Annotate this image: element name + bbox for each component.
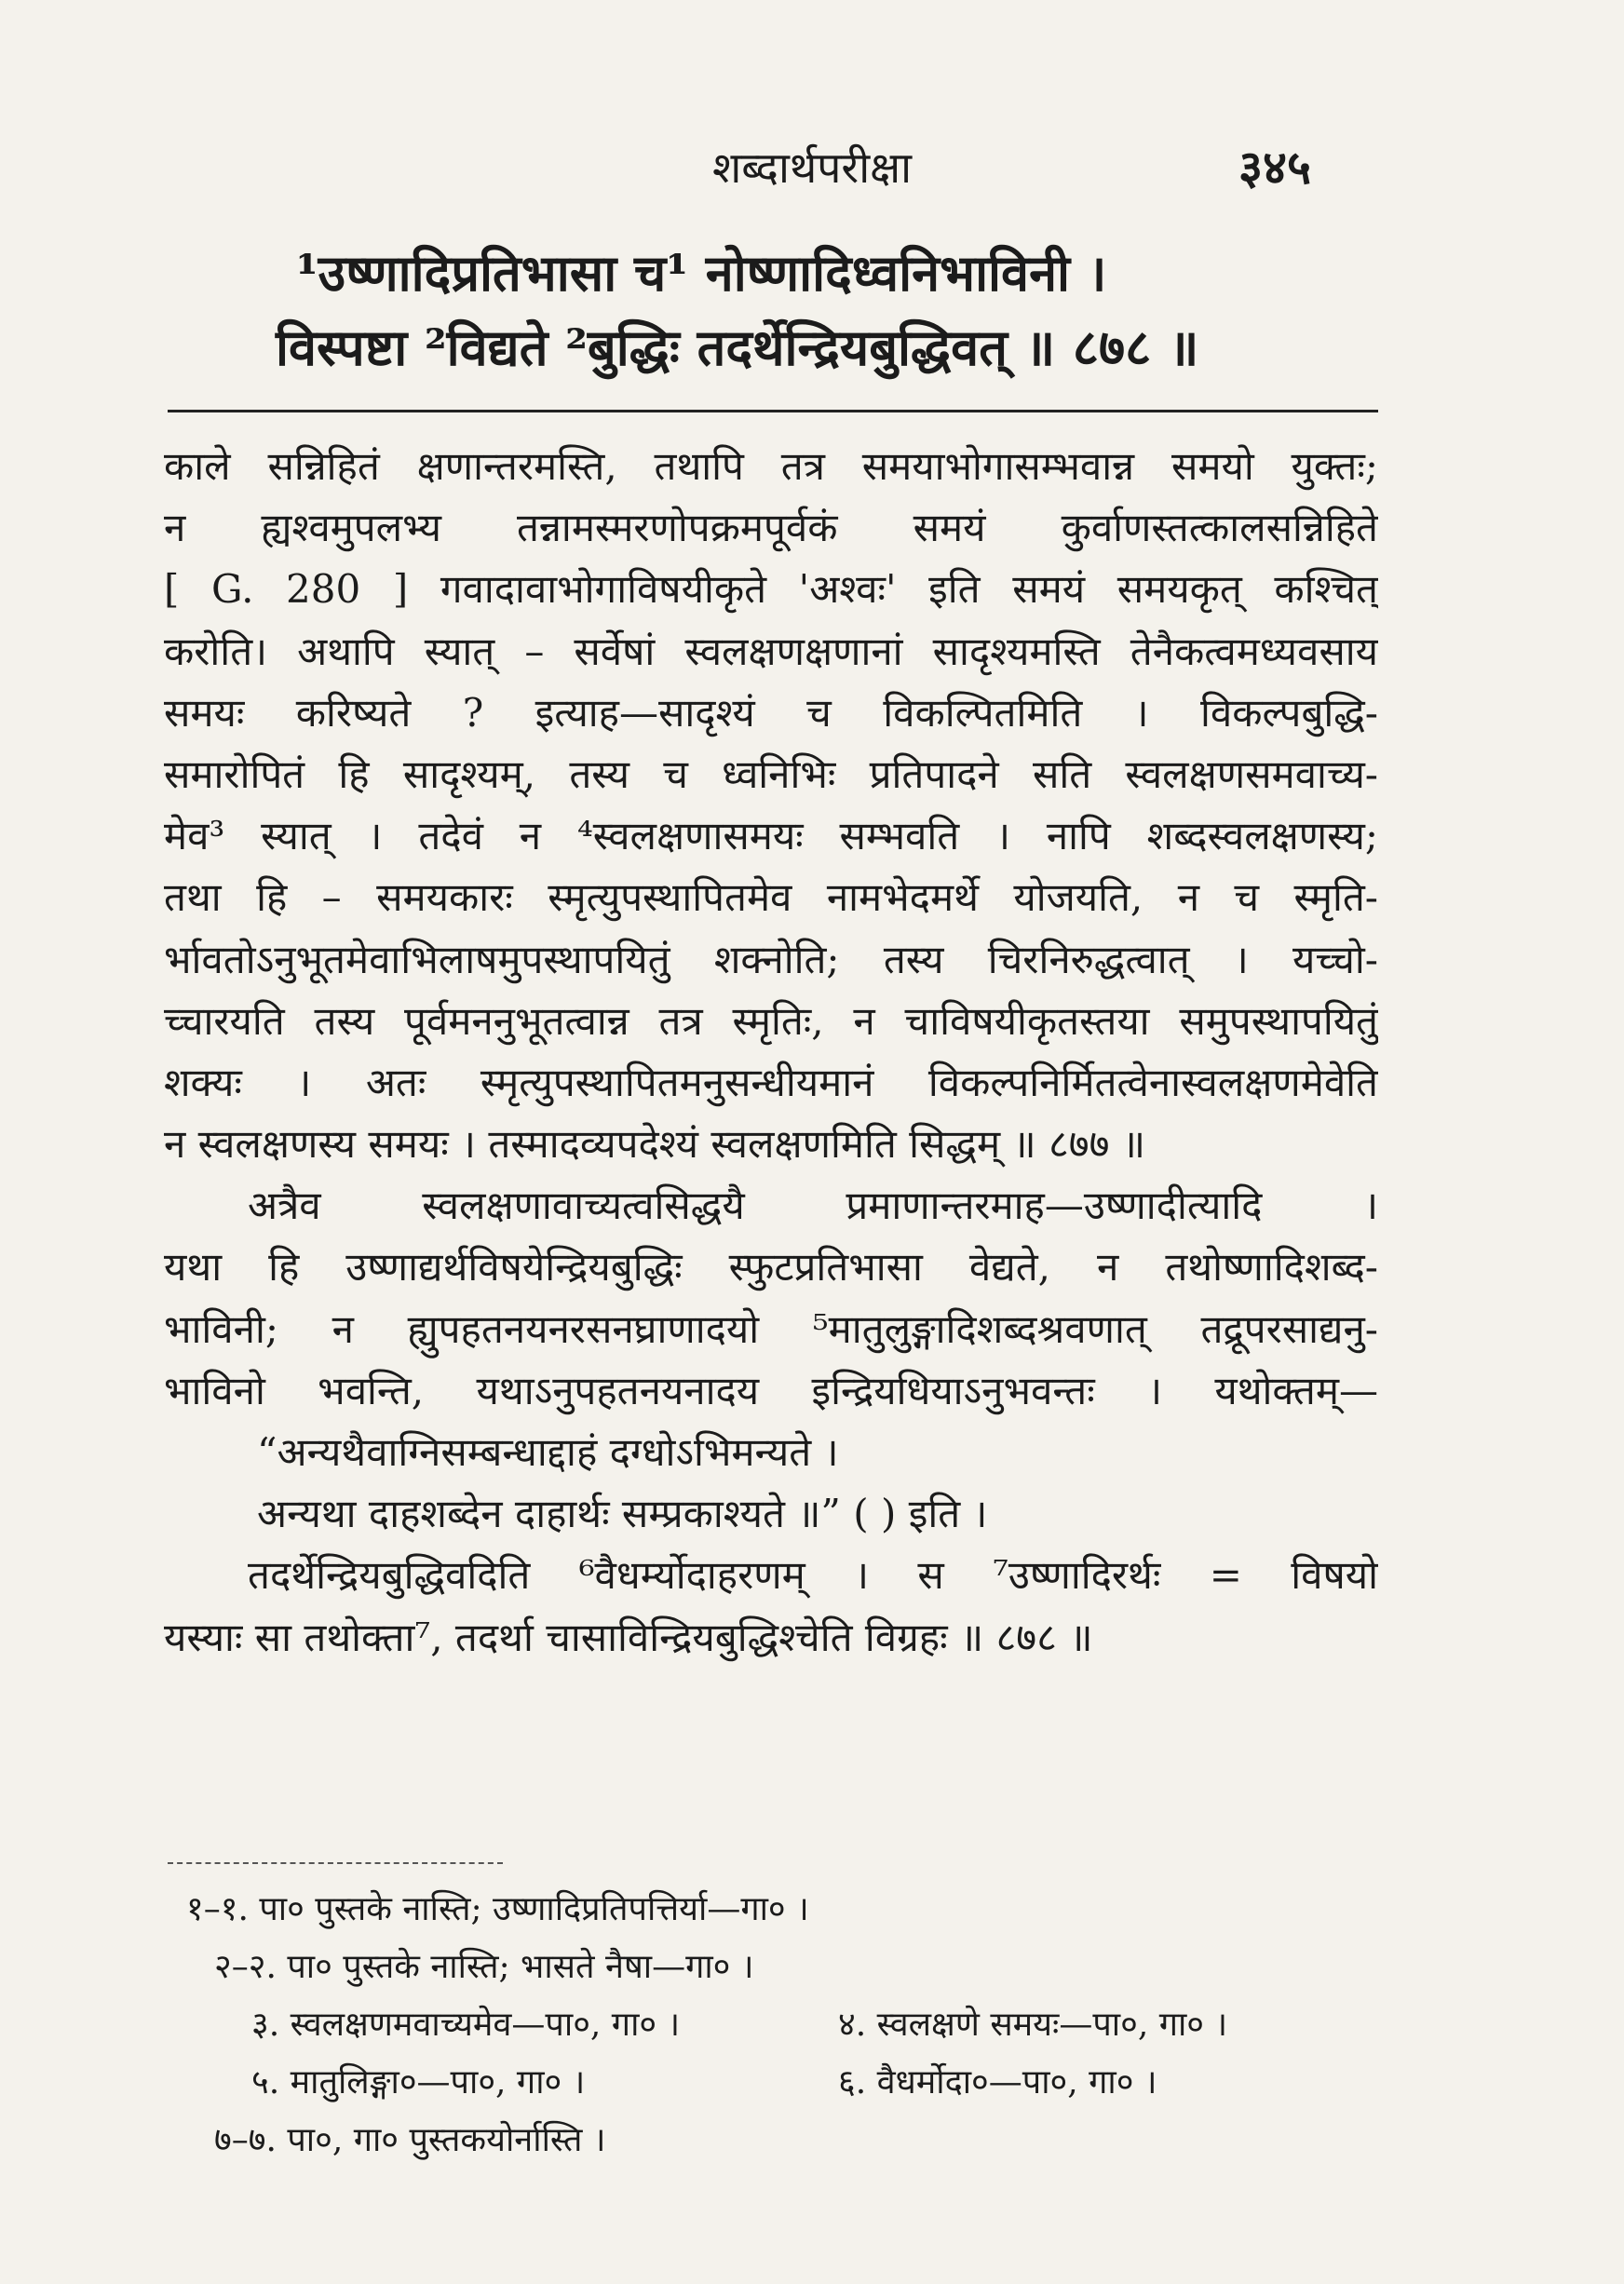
footnote-row xyxy=(186,1881,1360,1939)
body-line: भाविनो भवन्ति, यथाऽनुपहतनयनादय इन्द्रियधियाऽनुभवन्तः । यथोक्तम्— xyxy=(164,1367,1378,1413)
verse-separator-rule xyxy=(168,410,1378,412)
body-line: शक्यः । अतः स्मृत्युपस्थापितमनुसन्धीयमानं विकल्पनिर्मितत्वेनास्वलक्षणमेवेति xyxy=(164,1059,1378,1105)
body-line: [ G. 280 ] गवादावाभोगाविषयीकृते 'अश्वः' इति समयं समयकृत् कश्चित् xyxy=(164,566,1378,613)
body-line: च्चारयति तस्य पूर्वमननुभूतत्वान्न तत्र स्मृतिः, न चाविषयीकृतस्तया समुपस्थापयितुं xyxy=(164,997,1378,1044)
footnote-5: ५. मातुलिङ्गा०—पा०, गा० । xyxy=(251,2063,586,2102)
body-line: यथा हि उष्णाद्यर्थविषयेन्द्रियबुद्धिः स्फुटप्रतिभासा वेद्यते, न तथोष्णादिशब्द- xyxy=(164,1244,1378,1291)
page-number: ३४५ xyxy=(1238,140,1311,195)
body-line: समारोपितं हि सादृश्यम्, तस्य च ध्वनिभिः प्रतिपादने सति स्वलक्षणसमवाच्य- xyxy=(164,750,1378,797)
quote-line: अन्यथा दाहशब्देन दाहार्थः सम्प्रकाश्यते ॥” ( ) इति । xyxy=(257,1491,988,1537)
verse-line-2: विस्पष्टा ²विद्यते ²बुद्धिः तदर्थेन्द्रियबुद्धिवत् ॥ ८७८ ॥ xyxy=(276,318,1199,377)
footnote-1: १–१. पा० पुस्तके नास्ति; उष्णादिप्रतिपत्तिर्या—गा० । xyxy=(186,1890,809,1928)
running-header-title: शब्दार्थपरीक्षा xyxy=(711,142,913,193)
body-line: भाविनी; न ह्युपहतनयनरसनघ्राणादयो ⁵मातुलुङ्गादिशब्दश्रवणात् तद्रूपरसाद्यनु- xyxy=(164,1305,1378,1352)
footnote-row xyxy=(186,1996,1360,2054)
footnote-2: २–२. पा० पुस्तके नास्ति; भासते नैषा—गा० । xyxy=(214,1948,754,1986)
body-line: तदर्थेन्द्रियबुद्धिवदिति ⁶वैधर्म्योदाहरणम् । स ⁷उष्णादिरर्थः = विषयो xyxy=(248,1552,1378,1599)
commentary-body xyxy=(164,436,1378,1669)
body-line: मेव³ स्यात् । तदेवं न ⁴स्वलक्षणासमयः सम्भवति । नापि शब्दस्वलक्षणस्य; xyxy=(164,813,1378,859)
footnote-row xyxy=(186,1939,1360,1996)
body-line: करोति। अथापि स्यात् – सर्वेषां स्वलक्षणक्षणानां सादृश्यमस्ति तेनैकत्वमध्यवसाय xyxy=(164,628,1378,674)
footnote-7: ७–७. पा०, गा० पुस्तकयोर्नास्ति । xyxy=(214,2121,606,2159)
quote-line: “अन्यथैवाग्निसम्बन्धाद्दाहं दग्धोऽभिमन्यते । xyxy=(257,1429,839,1475)
footnote-3: ३. स्वलक्षणमवाच्यमेव—पा०, गा० । xyxy=(251,2006,681,2044)
body-line: काले सन्निहितं क्षणान्तरमस्ति, तथापि तत्र समयाभोगासम्भवान्न समयो युक्तः; xyxy=(164,443,1378,489)
body-line: यस्याः सा तथोक्ता⁷, तदर्था चासाविन्द्रियबुद्धिश्चेति विग्रहः ॥ ८७८ ॥ xyxy=(164,1614,1093,1660)
footnote-6: ६. वैधर्मोदा०—पा०, गा० । xyxy=(838,2063,1157,2102)
body-line: न ह्यश्वमुपलभ्य तन्नामस्मरणोपक्रमपूर्वकं समयं कुर्वाणस्तत्कालसन्निहिते xyxy=(164,505,1378,551)
body-line: अत्रैव स्वलक्षणावाच्यत्वसिद्धयै प्रमाणान्तरमाह—उष्णादीत्यादि । xyxy=(248,1183,1378,1229)
body-line: तथा हि – समयकारः स्मृत्युपस्थापितमेव नामभेदमर्थे योजयति, न च स्मृति- xyxy=(164,874,1378,921)
body-line: न स्वलक्षणस्य समयः । तस्मादव्यपदेश्यं स्वलक्षणमिति सिद्धम् ॥ ८७७ ॥ xyxy=(164,1121,1145,1168)
body-line: र्भावतोऽनुभूतमेवाभिलाषमुपस्थापयितुं शक्नोति; तस्य चिरनिरुद्धत्वात् । यच्चो- xyxy=(164,936,1378,982)
footnote-row xyxy=(186,2054,1360,2112)
footnote-row xyxy=(186,2112,1360,2169)
body-line: समयः करिष्यते ? इत्याह—सादृश्यं च विकल्पितमिति । विकल्पबुद्धि- xyxy=(164,689,1378,736)
footnotes xyxy=(186,1881,1360,2169)
footnote-4: ४. स्वलक्षणे समयः—पा०, गा० । xyxy=(838,2006,1228,2044)
verse-line-1: ¹उष्णादिप्रतिभासा च¹ नोष्णादिध्वनिभाविनी । xyxy=(296,243,1107,303)
footnote-separator xyxy=(168,1862,503,1864)
